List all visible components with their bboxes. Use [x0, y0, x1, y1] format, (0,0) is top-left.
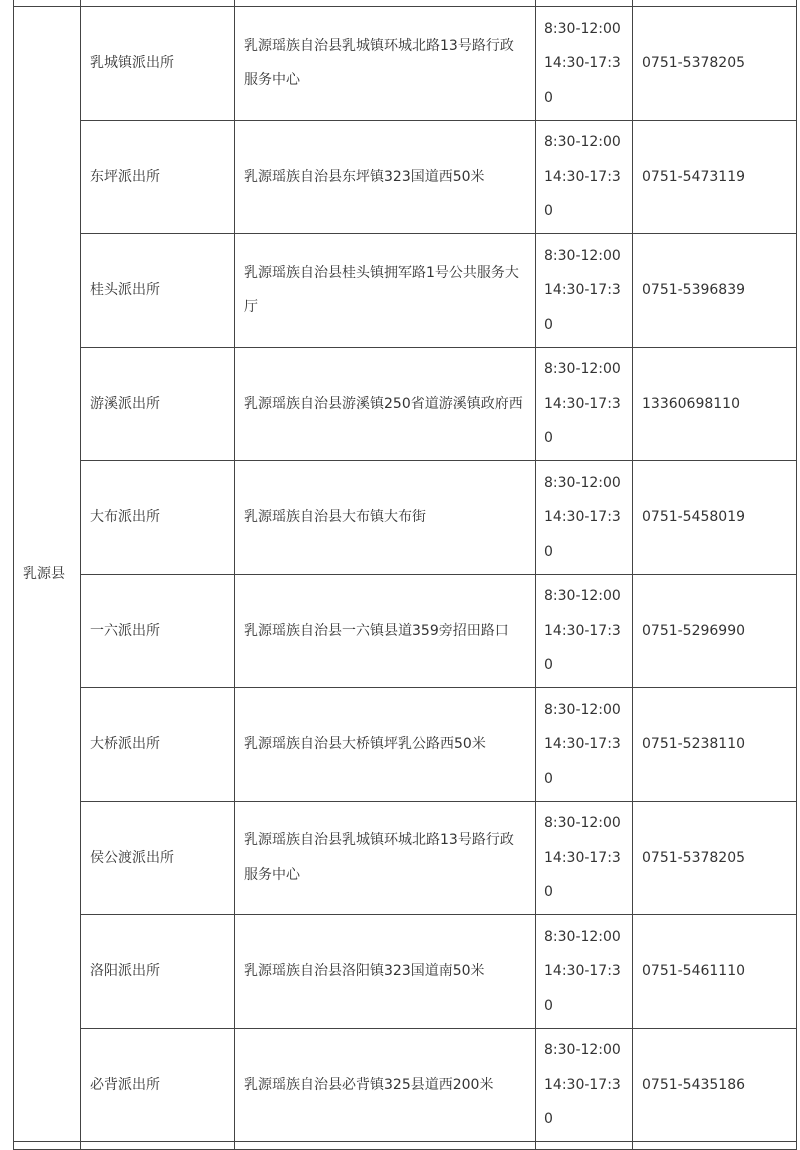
table-row: [14, 234, 797, 348]
station-address-cell: 乳源瑶族自治县乳城镇环城北路13号路行政服务中心: [235, 801, 536, 915]
office-hours-cell: [536, 234, 633, 348]
table-row-bottom-edge: [14, 1142, 797, 1150]
station-address-cell: 乳源瑶族自治县游溪镇250省道游溪镇政府西: [235, 347, 536, 461]
station-phone-cell: 0751-5473119: [633, 120, 797, 234]
station-address-cell: 乳源瑶族自治县桂头镇拥军路1号公共服务大厅: [235, 234, 536, 348]
station-address-cell: 乳源瑶族自治县必背镇325县道西200米: [235, 1028, 536, 1142]
station-phone-cell: 0751-5461110: [633, 915, 797, 1029]
table-row: [14, 1028, 797, 1142]
office-hours-cell: [536, 1028, 633, 1142]
station-name-cell: 东坪派出所: [81, 120, 235, 234]
office-hours-cell: [536, 801, 633, 915]
table-row: [14, 915, 797, 1029]
hours-pm: 14:30-17:30: [544, 282, 621, 333]
table-row: [14, 347, 797, 461]
hours-pm: 14:30-17:30: [544, 849, 621, 900]
table-row: [14, 688, 797, 802]
station-phone-cell: 0751-5396839: [633, 234, 797, 348]
table-row: [14, 574, 797, 688]
station-name-cell: 一六派出所: [81, 574, 235, 688]
hours-am: 8:30-12:00: [544, 588, 621, 604]
office-hours-cell: [536, 120, 633, 234]
hours-pm: 14:30-17:30: [544, 395, 621, 446]
hours-am: 8:30-12:00: [544, 134, 621, 150]
station-name-cell: 大布派出所: [81, 461, 235, 575]
station-address-cell: 乳源瑶族自治县大布镇大布街: [235, 461, 536, 575]
station-name-cell: 乳城镇派出所: [81, 7, 235, 121]
hours-am: 8:30-12:00: [544, 247, 621, 264]
hours-pm: 14:30-17:30: [544, 736, 621, 787]
station-name-cell: 桂头派出所: [81, 234, 235, 348]
office-hours-cell: [536, 574, 633, 688]
station-address-cell: 乳源瑶族自治县洛阳镇323国道南50米: [235, 915, 536, 1029]
hours-pm: 14:30-17:30: [544, 622, 621, 673]
station-address-cell: 乳源瑶族自治县大桥镇坪乳公路西50米: [235, 688, 536, 802]
office-hours-cell: [536, 7, 633, 121]
station-address-cell: 乳源瑶族自治县东坪镇323国道西50米: [235, 120, 536, 234]
station-name-cell: 大桥派出所: [81, 688, 235, 802]
station-phone-cell: 0751-5435186: [633, 1028, 797, 1142]
office-hours-cell: [536, 688, 633, 802]
hours-am: 8:30-12:00: [544, 20, 621, 37]
station-address-cell: 乳源瑶族自治县一六镇县道359旁招田路口: [235, 574, 536, 688]
police-station-table: [13, 0, 797, 1150]
table-row: [14, 7, 797, 121]
office-hours-cell: [536, 347, 633, 461]
table-row: [14, 120, 797, 234]
station-phone-cell: 0751-5238110: [633, 688, 797, 802]
table-row: [14, 461, 797, 575]
table-row: [14, 801, 797, 915]
hours-am: 8:30-12:00: [544, 815, 621, 831]
station-phone-cell: 0751-5378205: [633, 7, 797, 121]
station-name-cell: 洛阳派出所: [81, 915, 235, 1029]
hours-pm: 14:30-17:30: [544, 509, 621, 560]
office-hours-cell: [536, 915, 633, 1029]
office-hours-cell: [536, 461, 633, 575]
county-cell: 乳源县: [14, 7, 81, 1142]
hours-am: 8:30-12:00: [544, 361, 621, 377]
station-phone-cell: 0751-5296990: [633, 574, 797, 688]
station-name-cell: 必背派出所: [81, 1028, 235, 1142]
hours-am: 8:30-12:00: [544, 701, 621, 718]
hours-am: 8:30-12:00: [544, 928, 621, 945]
station-phone-cell: 13360698110: [633, 347, 797, 461]
hours-pm: 14:30-17:30: [544, 1076, 621, 1127]
hours-am: 8:30-12:00: [544, 474, 621, 491]
hours-am: 8:30-12:00: [544, 1042, 621, 1058]
station-phone-cell: 0751-5378205: [633, 801, 797, 915]
station-name-cell: 游溪派出所: [81, 347, 235, 461]
hours-pm: 14:30-17:30: [544, 55, 621, 106]
hours-pm: 14:30-17:30: [544, 963, 621, 1014]
station-name-cell: 侯公渡派出所: [81, 801, 235, 915]
station-phone-cell: 0751-5458019: [633, 461, 797, 575]
station-address-cell: 乳源瑶族自治县乳城镇环城北路13号路行政服务中心: [235, 7, 536, 121]
hours-pm: 14:30-17:30: [544, 168, 621, 219]
